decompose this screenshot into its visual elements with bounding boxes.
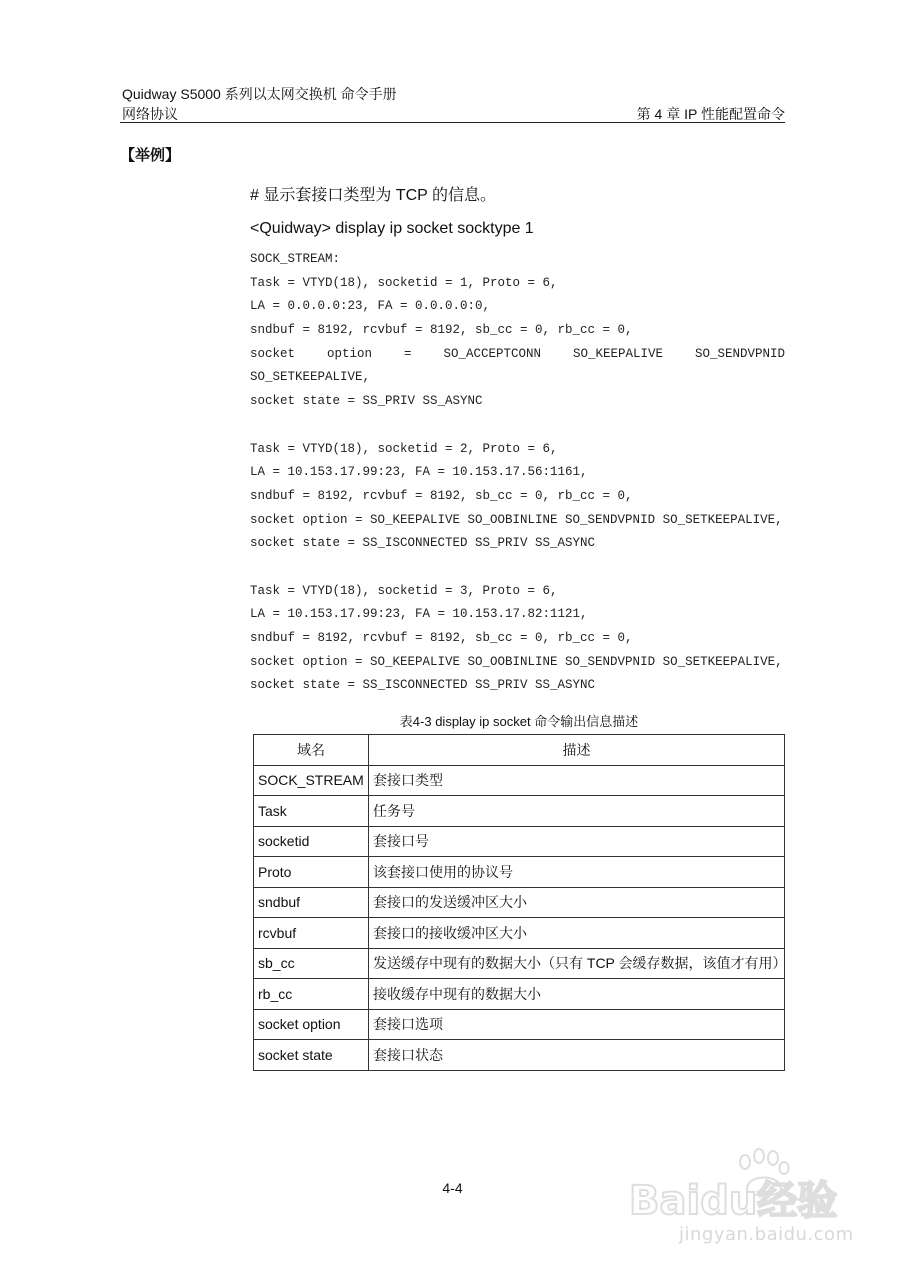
example-command: <Quidway> display ip socket socktype 1 (250, 220, 534, 237)
table-cell-description: 任务号 (369, 796, 785, 827)
table-row (254, 826, 785, 857)
example-heading: 【举例】 (120, 147, 181, 164)
header-section: 网络协议 (122, 106, 178, 122)
output-line: Task = VTYD(18), socketid = 1, Proto = 6, (250, 275, 558, 290)
watermark-url: jingyan.baidu.com (679, 1224, 854, 1245)
table-cell-description: 发送缓存中现有的数据大小（只有 TCP 会缓存数据，该值才有用） (369, 948, 785, 979)
page-number: 4-4 (442, 1180, 463, 1196)
table-cell-description: 套接口状态 (369, 1040, 785, 1071)
table-cell-field: sb_cc (254, 948, 369, 979)
output-line-justified (250, 343, 785, 367)
output-line: sndbuf = 8192, rcvbuf = 8192, sb_cc = 0, rb_cc = 0, (250, 631, 633, 645)
table-cell-description: 套接口的接收缓冲区大小 (369, 918, 785, 949)
table-row (254, 765, 785, 796)
header-product: Quidway S5000 系列以太网交换机 命令手册 (122, 86, 397, 102)
example-description: # 显示套接口类型为 TCP 的信息。 (250, 187, 496, 204)
output-line: LA = 10.153.17.99:23, FA = 10.153.17.82:1121, (250, 607, 588, 622)
output-field-table (253, 734, 785, 1071)
table-cell-field: SOCK_STREAM (254, 765, 369, 796)
output-line: SO_SETKEEPALIVE, (250, 370, 371, 385)
output-line: socket state = SS_ISCONNECTED SS_PRIV SS_ASYNC (250, 536, 596, 551)
output-word: socket (250, 346, 296, 361)
table-header-description: 描述 (369, 735, 785, 766)
output-line: LA = 10.153.17.99:23, FA = 10.153.17.56:1161, (250, 465, 588, 480)
table-row (254, 918, 785, 949)
output-line: socket state = SS_PRIV SS_ASYNC (250, 394, 483, 409)
output-line: sndbuf = 8192, rcvbuf = 8192, sb_cc = 0, rb_cc = 0, (250, 323, 633, 338)
watermark-logo-text: Baidu经验 (629, 1178, 838, 1220)
baidu-paw-logo-icon (627, 1140, 857, 1220)
table-row (254, 948, 785, 979)
table-cell-field: sndbuf (254, 887, 369, 918)
baidu-jingyan-watermark (627, 1140, 857, 1250)
table-row (254, 857, 785, 888)
table-cell-field: Proto (254, 857, 369, 888)
table-row (254, 887, 785, 918)
output-word: SO_ACCEPTCONN (443, 346, 541, 361)
output-word: SO_KEEPALIVE (572, 346, 663, 361)
output-line: Task = VTYD(18), socketid = 3, Proto = 6, (250, 583, 558, 598)
command-output (250, 248, 785, 698)
output-word: = (403, 346, 412, 361)
table-header-row (254, 735, 785, 766)
table-cell-description: 该套接口使用的协议号 (369, 857, 785, 888)
table-header-field: 域名 (254, 735, 369, 766)
output-line: socket option = SO_KEEPALIVE SO_OOBINLINE SO_SENDVPNID SO_SETKEEPALIVE, (250, 654, 783, 669)
table-cell-description: 接收缓存中现有的数据大小 (369, 979, 785, 1010)
table-cell-field: rb_cc (254, 979, 369, 1010)
table-cell-field: socket option (254, 1009, 369, 1040)
table-cell-description: 套接口的发送缓冲区大小 (369, 887, 785, 918)
header-divider (120, 122, 785, 123)
table-cell-field: socketid (254, 826, 369, 857)
output-line: Task = VTYD(18), socketid = 2, Proto = 6, (250, 441, 558, 456)
output-line: SOCK_STREAM: (250, 252, 341, 266)
header-chapter: 第 4 章 IP 性能配置命令 (636, 106, 785, 122)
output-line: socket option = SO_KEEPALIVE SO_OOBINLINE SO_SENDVPNID SO_SETKEEPALIVE, (250, 512, 783, 527)
output-line: socket state = SS_ISCONNECTED SS_PRIV SS_ASYNC (250, 678, 596, 693)
table-cell-field: socket state (254, 1040, 369, 1071)
table-row (254, 796, 785, 827)
output-word: option (326, 346, 372, 361)
output-line: LA = 0.0.0.0:23, FA = 0.0.0.0:0, (250, 299, 491, 314)
table-cell-description: 套接口选项 (369, 1009, 785, 1040)
table-cell-description: 套接口号 (369, 826, 785, 857)
table-cell-description: 套接口类型 (369, 765, 785, 796)
table-row (254, 1009, 785, 1040)
table-cell-field: rcvbuf (254, 918, 369, 949)
output-word: SO_SENDVPNID (694, 346, 785, 361)
table-row (254, 979, 785, 1010)
table-row (254, 1040, 785, 1071)
table-caption: 表4-3 display ip socket 命令输出信息描述 (399, 714, 639, 729)
output-line: sndbuf = 8192, rcvbuf = 8192, sb_cc = 0, rb_cc = 0, (250, 488, 633, 503)
table-cell-field: Task (254, 796, 369, 827)
